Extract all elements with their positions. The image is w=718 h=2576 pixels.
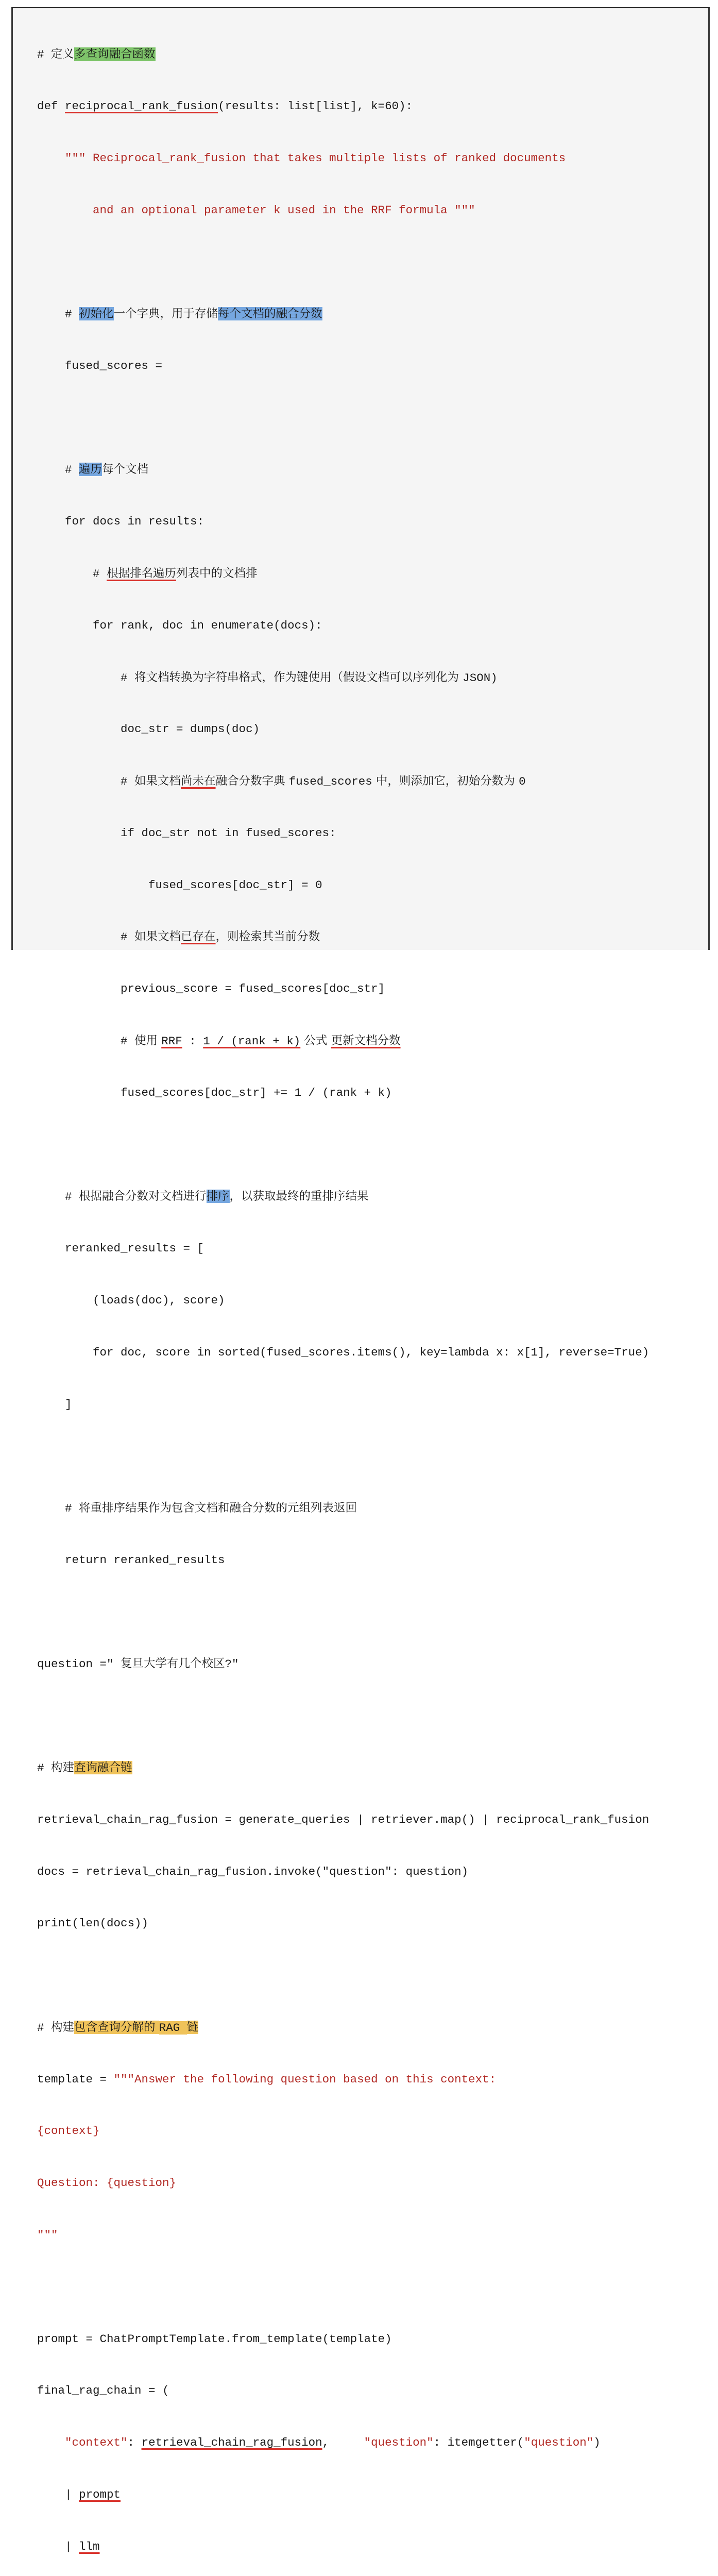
code-text: question =" — [37, 1657, 121, 1671]
indent — [37, 151, 65, 165]
code-text: , — [322, 2436, 364, 2450]
highlight-blue: 每个文档的融合分数 — [218, 307, 322, 321]
code-line — [37, 928, 649, 946]
code-line — [37, 46, 649, 63]
code-line — [37, 1967, 649, 1985]
comment-text: 公式 — [300, 1034, 331, 1048]
highlight-yellow: 包含查询分解的 — [74, 2020, 159, 2034]
code-line — [37, 202, 649, 219]
code-line: fused_scores[doc_str] += 1 / (rank + k) — [37, 1086, 392, 1099]
code-line: previous_score = fused_scores[doc_str] — [37, 982, 385, 996]
code-line: Question: {question} — [37, 2176, 177, 2190]
code-text: ) — [593, 2436, 601, 2450]
code-line — [37, 1188, 649, 1206]
code-listing — [37, 11, 649, 2576]
code-line: """ — [37, 2228, 58, 2242]
pipe-operator: | — [37, 2487, 79, 2501]
code-line — [37, 1759, 649, 1777]
code-line: for rank, doc in enumerate(docs): — [37, 618, 322, 632]
indent — [37, 2436, 65, 2449]
underlined-comment: 1 / (rank + k) — [203, 1035, 301, 1048]
code-line — [37, 2071, 649, 2089]
underlined-comment: 尚未在 — [181, 774, 216, 788]
comment-text: 构建 — [51, 1760, 75, 1774]
comment-text: 如果文档 — [134, 774, 181, 788]
underlined-identifier: llm — [79, 2539, 100, 2553]
comment-text: 构建 — [51, 2020, 75, 2034]
code-line — [37, 2019, 649, 2037]
code-line — [37, 306, 649, 323]
code-line — [37, 2279, 649, 2296]
code-line — [37, 1032, 649, 1050]
code-text: (results: list[list], k=60): — [218, 99, 413, 113]
code-text: ?" — [225, 1657, 239, 1671]
code-text: : itemgetter( — [433, 2436, 524, 2450]
code-text: : — [127, 2436, 142, 2450]
comment-marker: # — [37, 1035, 135, 1048]
comment-text: ，则检索其当前分数 — [215, 930, 320, 944]
comment-marker: # — [37, 1190, 79, 1204]
highlight-yellow: 查询融合链 — [74, 1760, 132, 1774]
underlined-identifier: prompt — [79, 2487, 121, 2501]
comment-text: 根据融合分数对文档进行 — [79, 1190, 207, 1204]
code-line — [37, 2434, 649, 2452]
comment-text: 定义 — [51, 47, 75, 61]
highlight-blue: 排序 — [206, 1190, 230, 1204]
comment-text: 将重排序结果作为包含文档和融合分数的元组列表返回 — [79, 1501, 357, 1515]
code-line: for doc, score in sorted(fused_scores.items(), key=lambda x: x[1], reverse=True) — [37, 1345, 649, 1359]
comment-text: fused_scores — [288, 775, 372, 789]
comment-marker: # — [37, 308, 79, 321]
code-line: fused_scores = — [37, 359, 163, 372]
code-line — [37, 253, 649, 271]
highlight-blue: 遍历 — [79, 463, 102, 477]
docstring: and an optional parameter k used in the RRF formula """ — [65, 203, 475, 217]
code-line — [37, 1500, 649, 1517]
code-line — [37, 461, 649, 479]
comment-text: : — [182, 1035, 203, 1048]
code-line: docs = retrieval_chain_rag_fusion.invoke("question": question) — [37, 1865, 469, 1878]
indent — [37, 204, 65, 217]
code-line — [37, 1137, 649, 1154]
code-line — [37, 2538, 649, 2556]
highlight-yellow: 链 — [186, 2020, 199, 2034]
code-line — [37, 1448, 649, 1465]
code-line: prompt = ChatPromptTemplate.from_template(template) — [37, 2332, 392, 2346]
code-line: (loads(doc), score) — [37, 1293, 225, 1307]
code-line — [37, 1604, 649, 1621]
code-line — [37, 410, 649, 427]
code-line: for docs in results: — [37, 515, 204, 529]
comment-marker: # — [37, 775, 135, 789]
underlined-comment: 已存在 — [181, 930, 216, 944]
comment-text: 融合分数字典 — [215, 774, 289, 788]
code-line: retrieval_chain_rag_fusion = generate_queries | retriever.map() | reciprocal_rank_fusion — [37, 1812, 649, 1826]
underlined-comment: 更新文档分数 — [331, 1034, 401, 1048]
comment-marker: # — [37, 2021, 52, 2035]
comment-marker: # — [37, 671, 135, 685]
comment-text: 中，则添加它，初始分数为 — [372, 774, 519, 788]
code-line: doc_str = dumps(doc) — [37, 722, 260, 736]
underlined-identifier: retrieval_chain_rag_fusion — [141, 2436, 322, 2450]
comment-text: 0 — [519, 775, 526, 789]
code-line — [37, 2486, 649, 2504]
code-line — [37, 1707, 649, 1725]
string-literal: "question" — [364, 2436, 434, 2450]
comment-text: 将文档转换为字符串格式，作为键使用（假设文档可以序列化为 — [134, 670, 463, 684]
code-line — [37, 98, 649, 115]
underlined-comment: RRF — [161, 1035, 182, 1048]
code-line: fused_scores[doc_str] = 0 — [37, 878, 322, 892]
code-line — [37, 565, 649, 583]
code-line — [37, 773, 649, 790]
comment-text: 如果文档 — [134, 930, 181, 944]
code-line: {context} — [37, 2124, 100, 2138]
highlight-green: 多查询融合函数 — [74, 47, 156, 61]
comment-text: 使用 — [134, 1034, 162, 1048]
comment-text: ，以获取最终的重排序结果 — [229, 1190, 369, 1204]
code-line: final_rag_chain = ( — [37, 2384, 169, 2398]
string-literal: """Answer the following question based on this context: — [113, 2072, 497, 2086]
comment-marker: # — [37, 567, 107, 581]
comment-marker: # — [37, 48, 52, 62]
string-literal: "context" — [65, 2436, 128, 2450]
comment-marker: # — [37, 1761, 52, 1775]
comment-text: JSON) — [463, 671, 498, 685]
comment-text: 每个文档 — [102, 463, 149, 477]
code-line — [37, 669, 649, 687]
highlight-yellow: RAG — [159, 2021, 187, 2035]
docstring: """ Reciprocal_rank_fusion that takes multiple lists of ranked documents — [65, 151, 566, 165]
comment-marker: # — [37, 930, 135, 944]
underlined-comment: 根据排名遍历 — [107, 567, 177, 580]
comment-marker: # — [37, 1502, 79, 1516]
code-line — [37, 1655, 649, 1673]
comment-text: 一个字典，用于存储 — [113, 307, 218, 321]
pipe-operator: | — [37, 2539, 79, 2553]
code-line: print(len(docs)) — [37, 1917, 149, 1930]
code-line — [37, 150, 649, 167]
comment-marker: # — [37, 463, 79, 477]
comment-text: 列表中的文档排 — [176, 567, 258, 580]
code-line: return reranked_results — [37, 1553, 225, 1567]
code-line: if doc_str not in fused_scores: — [37, 826, 336, 840]
keyword: def — [37, 99, 65, 113]
code-line: ] — [37, 1397, 72, 1411]
question-text: 复旦大学有几个校区 — [121, 1657, 225, 1671]
string-literal: "question" — [524, 2436, 594, 2450]
code-line: reranked_results = [ — [37, 1242, 204, 1256]
highlight-blue: 初始化 — [79, 307, 114, 321]
underlined-function-name: reciprocal_rank_fusion — [65, 99, 218, 113]
code-text: template = — [37, 2072, 114, 2086]
